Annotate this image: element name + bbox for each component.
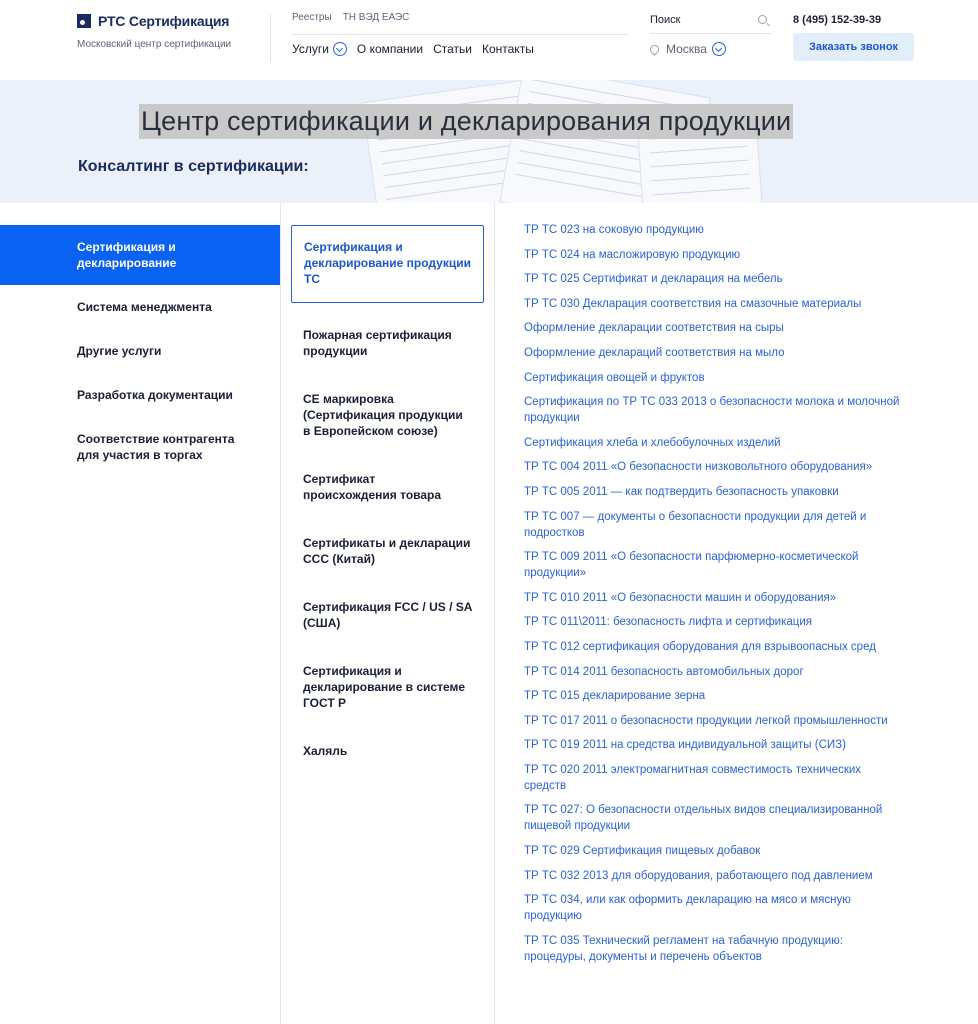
regulation-link[interactable]: ТР ТС 035 Технический регламент на табачную продукцию: процедуры, документы и перечень объектов <box>524 934 843 963</box>
regulation-link[interactable]: ТР ТС 029 Сертификация пищевых добавок <box>524 845 761 858</box>
left-menu-item-tenders[interactable]: Соответствие контрагента для участия в торгах <box>77 432 235 462</box>
header-divider <box>270 14 271 62</box>
regulation-link[interactable]: ТР ТС 017 2011 о безопасности продукции легкой промышленности <box>524 714 888 727</box>
regulation-link[interactable]: Сертификация по ТР ТС 033 2013 о безопасности молока и молочной продукции <box>524 396 900 425</box>
regulation-link[interactable]: ТР ТС 010 2011 «О безопасности машин и оборудования» <box>524 591 837 604</box>
regulation-link[interactable]: Сертификация овощей и фруктов <box>524 371 705 384</box>
sub-menu <box>291 225 484 778</box>
regulation-link[interactable]: ТР ТС 009 2011 «О безопасности парфюмерно-косметической продукции» <box>524 551 859 580</box>
logo[interactable] <box>77 13 229 29</box>
regulation-link[interactable]: ТР ТС 004 2011 «О безопасности низковольтного оборудования» <box>524 461 873 474</box>
regulation-link[interactable]: ТР ТС 014 2011 безопасность автомобильных дорог <box>524 665 804 678</box>
sub-menu-item[interactable]: Сертификаты и декларации CCC (Китай) <box>303 536 471 566</box>
sub-menu-item[interactable]: Пожарная сертификация продукции <box>303 328 452 358</box>
page-subtitle: Консалтинг в сертификации: <box>78 158 309 175</box>
regulation-link[interactable]: ТР ТС 012 сертификация оборудования для взрывоопасных сред <box>524 640 876 653</box>
sub-menu-item[interactable]: CE маркировка (Сертификация продукции в Европейском союзе) <box>303 392 463 438</box>
search-box <box>650 10 772 34</box>
sub-menu-item[interactable]: Сертификация FCC / US / SA (США) <box>303 600 472 630</box>
sub-menu-item[interactable]: Халяль <box>303 744 348 758</box>
regulation-link[interactable]: Сертификация хлеба и хлебобулочных изделий <box>524 436 781 449</box>
site-header <box>0 0 978 80</box>
hero-banner <box>0 80 978 203</box>
regulation-link[interactable]: ТР ТС 032 2013 для оборудования, работающего под давлением <box>524 869 873 882</box>
top-link-registries[interactable]: Реестры <box>292 12 332 23</box>
search-input[interactable] <box>650 10 750 30</box>
regulation-link[interactable]: ТР ТС 023 на соковую продукцию <box>524 224 704 236</box>
search-icon[interactable] <box>758 15 767 24</box>
logo-subtitle: Московский центр сертификации <box>77 39 232 50</box>
regulation-link[interactable]: Оформление деклараций соответствия на мыло <box>524 346 785 359</box>
regulation-link[interactable]: ТР ТС 019 2011 на средства индивидуальной защиты (СИЗ) <box>524 739 846 752</box>
column-divider <box>494 203 495 1024</box>
chevron-down-icon[interactable] <box>712 42 726 56</box>
regulation-links <box>524 222 904 973</box>
regulation-link[interactable]: ТР ТС 015 декларирование зерна <box>524 690 706 703</box>
top-link-tnved[interactable]: ТН ВЭД ЕАЭС <box>342 12 410 23</box>
left-menu <box>0 225 280 477</box>
regulation-link[interactable]: ТР ТС 027: О безопасности отдельных видов специализированной пищевой продукции <box>524 804 883 833</box>
regulation-link[interactable]: ТР ТС 005 2011 — как подтвердить безопасность упаковки <box>524 485 839 498</box>
city-label: Москва <box>666 42 707 56</box>
chevron-down-icon[interactable] <box>333 42 347 56</box>
top-links <box>292 12 409 23</box>
logo-title: РТС Сертификация <box>98 13 230 29</box>
main-nav <box>292 42 534 56</box>
left-menu-item-management[interactable]: Система менеджмента <box>77 300 212 314</box>
nav-about[interactable]: О компании <box>356 42 424 56</box>
header-line <box>292 34 628 35</box>
phone-number[interactable]: 8 (495) 152-39-39 <box>793 14 882 26</box>
logo-icon <box>77 14 91 28</box>
page-title: Центр сертификации и декларирования продукции <box>139 104 793 139</box>
nav-contacts[interactable]: Контакты <box>481 42 534 56</box>
location-pin-icon <box>648 43 661 56</box>
nav-articles[interactable]: Статьи <box>433 42 472 56</box>
left-menu-item-other[interactable]: Другие услуги <box>77 344 162 358</box>
callback-button[interactable]: Заказать звонок <box>793 33 914 61</box>
sub-menu-item[interactable]: Сертификация и декларирование в системе ГОСТ Р <box>303 664 466 710</box>
regulation-link[interactable]: ТР ТС 025 Сертификат и декларация на мебель <box>524 273 783 286</box>
column-divider <box>280 203 281 1024</box>
sub-menu-item[interactable]: Сертификат происхождения товара <box>303 472 442 502</box>
regulation-link[interactable]: Оформление декларации соответствия на сыры <box>524 322 784 335</box>
regulation-link[interactable]: ТР ТС 020 2011 электромагнитная совместимость технических средств <box>524 763 862 792</box>
nav-services-label: Услуги <box>292 42 329 56</box>
nav-services[interactable] <box>292 42 347 56</box>
regulation-link[interactable]: ТР ТС 011\2011: безопасность лифта и сертификация <box>524 616 812 629</box>
regulation-link[interactable]: ТР ТС 024 на масложировую продукцию <box>524 248 741 261</box>
left-menu-item-certification[interactable]: Сертификация и декларирование <box>0 225 280 285</box>
left-menu-item-docs[interactable]: Разработка документации <box>77 388 233 402</box>
regulation-link[interactable]: ТР ТС 030 Декларация соответствия на смазочные материалы <box>524 297 862 310</box>
regulation-link[interactable]: ТР ТС 034, или как оформить декларацию на мясо и мясную продукцию <box>524 894 851 923</box>
sub-menu-item[interactable]: Сертификация и декларирование продукции ТС <box>291 225 484 303</box>
city-selector[interactable] <box>650 42 726 56</box>
regulation-link[interactable]: ТР ТС 007 — документы о безопасности продукции для детей и подростков <box>524 510 867 539</box>
